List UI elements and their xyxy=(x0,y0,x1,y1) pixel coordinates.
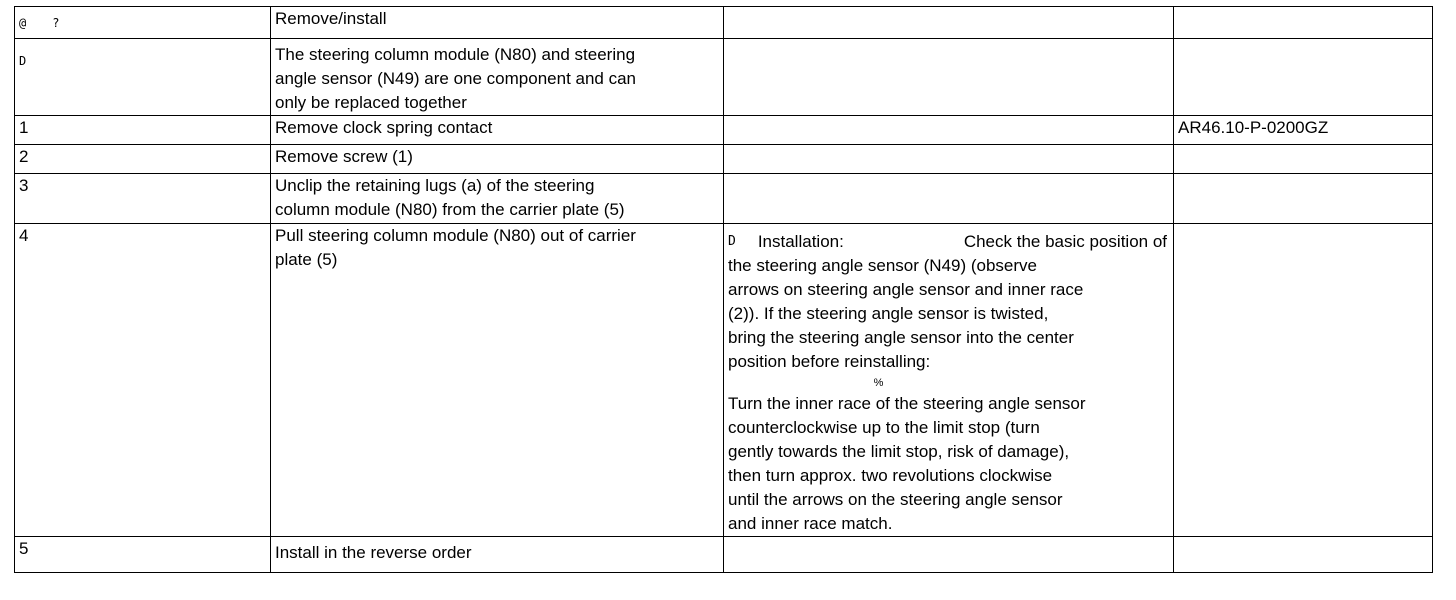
table-row xyxy=(15,224,1433,537)
note-line: (2)). If the steering angle sensor is twisted, xyxy=(728,304,1049,323)
ref-cell xyxy=(1174,145,1433,174)
note-line: gently towards the limit stop, risk of damage), xyxy=(728,442,1070,461)
text-line: Unclip the retaining lugs (a) of the steering xyxy=(275,176,595,195)
note-line: until the arrows on the steering angle sensor xyxy=(728,490,1063,509)
table-row xyxy=(15,145,1433,174)
installation-heading xyxy=(728,224,1169,254)
percent-symbol-icon: % xyxy=(873,377,884,389)
note-cell xyxy=(724,116,1174,145)
step-text: Install in the reverse order xyxy=(271,537,724,573)
note-line: the steering angle sensor (N49) (observe xyxy=(728,256,1037,275)
text-line: plate (5) xyxy=(275,250,338,269)
text-line: only be replaced together xyxy=(275,93,467,112)
procedure-table xyxy=(14,6,1433,573)
step-number: 4 xyxy=(15,224,271,537)
step-cell xyxy=(15,7,271,39)
ref-cell xyxy=(1174,224,1433,537)
step-text xyxy=(271,7,724,39)
note-line: then turn approx. two revolutions clockwise xyxy=(728,466,1053,485)
at-symbol-icon: @ xyxy=(19,16,27,30)
step-number: 2 xyxy=(15,145,271,174)
text-line: Pull steering column module (N80) out of carrier xyxy=(275,226,636,245)
step-cell xyxy=(15,39,271,116)
step-text xyxy=(271,224,724,537)
question-symbol-icon: ? xyxy=(52,16,60,30)
table-row xyxy=(15,116,1433,145)
step-text xyxy=(271,39,724,116)
step-marker: D xyxy=(19,54,27,68)
ref-cell xyxy=(1174,174,1433,224)
table-row xyxy=(15,537,1433,573)
installation-label: Installation: xyxy=(757,232,844,251)
note-cell xyxy=(724,537,1174,573)
ref-cell xyxy=(1174,537,1433,573)
note-line: arrows on steering angle sensor and inner race xyxy=(728,280,1084,299)
step-number: 3 xyxy=(15,174,271,224)
reference-link[interactable]: AR46.10-P-0200GZ xyxy=(1174,116,1433,145)
note-line: counterclockwise up to the limit stop (turn xyxy=(728,418,1040,437)
note-marker: D xyxy=(728,234,736,249)
note-cell xyxy=(724,174,1174,224)
step-text xyxy=(271,174,724,224)
table-row xyxy=(15,7,1433,39)
note-line: bring the steering angle sensor into the center xyxy=(728,328,1074,347)
installation-note xyxy=(724,224,1174,537)
ref-cell xyxy=(1174,39,1433,116)
text-line: The steering column module (N80) and steering xyxy=(275,45,636,64)
text-line: angle sensor (N49) are one component and can xyxy=(275,69,637,88)
note-line: Turn the inner race of the steering angle sensor xyxy=(728,394,1086,413)
note-line: position before reinstalling: xyxy=(728,352,931,371)
note-cell xyxy=(724,39,1174,116)
table-row xyxy=(15,174,1433,224)
step-text: Remove clock spring contact xyxy=(271,116,724,145)
step-text-value: Remove/install xyxy=(275,9,387,28)
ref-cell xyxy=(1174,7,1433,39)
note-line: and inner race match. xyxy=(728,514,893,533)
note-cell xyxy=(724,7,1174,39)
text-line: column module (N80) from the carrier plate (5) xyxy=(275,200,625,219)
step-number: 5 xyxy=(15,537,271,573)
installation-heading-tail: Check the basic position of xyxy=(963,232,1167,251)
table-row xyxy=(15,39,1433,116)
note-cell xyxy=(724,145,1174,174)
step-number: 1 xyxy=(15,116,271,145)
step-text: Remove screw (1) xyxy=(271,145,724,174)
